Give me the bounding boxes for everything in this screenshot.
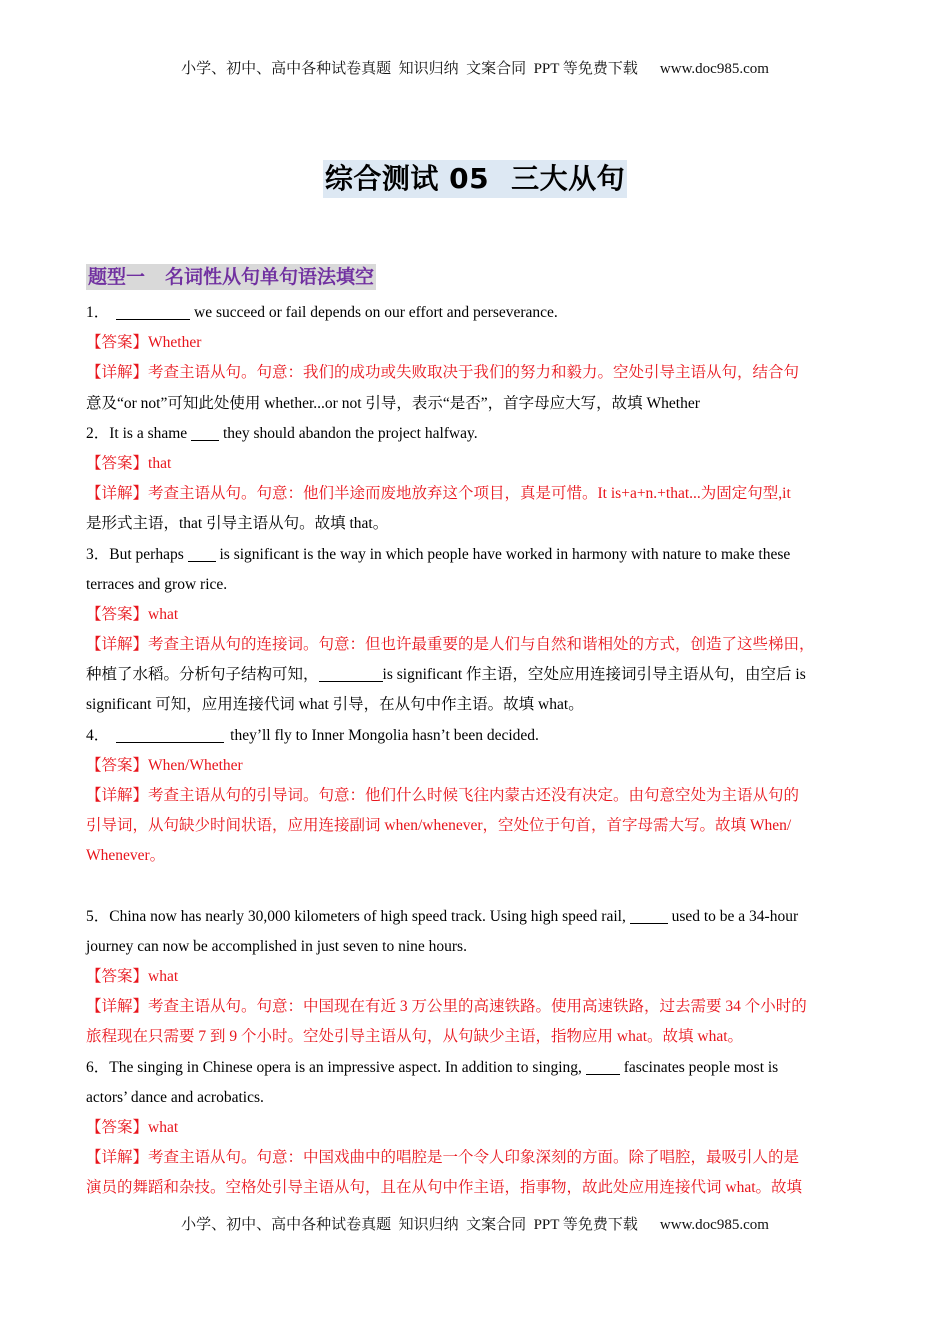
- question-number: 6．: [86, 1058, 110, 1076]
- title-container: [0, 160, 950, 198]
- answer-label: 【答案】: [86, 756, 149, 774]
- header-site: www.doc985.com: [659, 61, 769, 77]
- question-text: terraces and grow rice.: [86, 575, 228, 593]
- question-number: 2．: [86, 424, 110, 442]
- answer-value: When/Whether: [148, 756, 243, 774]
- explain-label: 【详解】: [86, 364, 149, 382]
- question-text: they should abandon the project halfway.: [219, 424, 478, 442]
- answer-2: [86, 449, 866, 479]
- answer-value: that: [148, 454, 172, 472]
- explain-4: [86, 781, 866, 811]
- footer-site: www.doc985.com: [659, 1217, 769, 1233]
- explain-text: 考查主语从句的连接词。句意：但也许最重要的是人们与自然和谐相处的方式，创造了这些梯田，: [148, 636, 815, 654]
- answer-3: [86, 600, 866, 630]
- explain-label: 【详解】: [86, 787, 149, 804]
- explain-text: 考查主语从句的引导词。句意：他们什么时候飞往内蒙古还没有决定。由句意空处为主语从句的: [148, 787, 800, 804]
- answer-blank: [188, 543, 216, 562]
- title-part2: 三大从句: [511, 162, 626, 195]
- question-5-cont: [86, 932, 866, 962]
- explain-text: Whenever。: [86, 847, 166, 865]
- explain-label: 【详解】: [86, 636, 149, 654]
- explain-label: 【详解】: [86, 998, 149, 1016]
- answer-label: 【答案】: [86, 1118, 149, 1136]
- question-text: journey can now be accomplished in just seven to nine hours.: [86, 937, 467, 955]
- explain-text: 考查主语从句。句意：我们的成功或失败取决于我们的努力和毅力。空处引导主语从句，结合句: [148, 364, 800, 382]
- question-text: we succeed or fail depends on our effort and perseverance.: [190, 304, 558, 321]
- explain-text: 考查主语从句。句意：中国戏曲中的唱腔是一个令人印象深刻的方面。除了唱腔，最吸引人的是: [148, 1149, 800, 1167]
- answer-label: 【答案】: [86, 967, 149, 985]
- answer-label: 【答案】: [86, 334, 149, 352]
- question-6-cont: [86, 1083, 866, 1113]
- explain-text: 种植了水稻。分析句子结构可知，: [86, 666, 319, 684]
- explain-text: is significant 作主语，空处应用连接词引导主语从句，由空后 is: [382, 666, 806, 684]
- answer-6: [86, 1113, 866, 1143]
- explain-5-cont: [86, 1022, 866, 1052]
- spacer: [86, 872, 866, 902]
- header-text: 小学、初中、高中各种试卷真题 知识归纳 文案合同 PPT 等免费下载: [181, 61, 638, 77]
- question-3-cont: [86, 570, 866, 600]
- answer-blank: [630, 905, 668, 924]
- explain-text: 演员的舞蹈和杂技。空格处引导主语从句，且在从句中作主语，指事物，故此处应用连接代词 what。故填: [86, 1179, 803, 1197]
- question-text: fascinates people most is: [619, 1058, 779, 1076]
- answer-value: what: [148, 967, 179, 985]
- answer-4: [86, 751, 866, 781]
- page-footer: [0, 1213, 950, 1234]
- answer-blank: [586, 1056, 620, 1075]
- explain-label: 【详解】: [86, 485, 149, 503]
- answer-label: 【答案】: [86, 605, 149, 623]
- question-text: The singing in Chinese opera is an impressive aspect. In addition to singing,: [109, 1058, 586, 1076]
- explain-6: [86, 1143, 866, 1173]
- question-text: China now has nearly 30,000 kilometers of high speed track. Using high speed rail,: [109, 907, 630, 925]
- answer-value: Whether: [148, 334, 202, 352]
- explain-5: [86, 992, 866, 1022]
- answer-blank: [191, 422, 219, 441]
- question-text: they’ll fly to Inner Mongolia hasn’t been decided.: [230, 726, 539, 744]
- explain-1-cont: [86, 389, 866, 419]
- explain-label: 【详解】: [86, 1149, 149, 1167]
- question-1: [86, 298, 866, 328]
- question-text: But perhaps: [109, 545, 188, 563]
- question-6: [86, 1053, 866, 1083]
- question-number: 3．: [86, 545, 110, 563]
- section-heading: [86, 264, 376, 290]
- question-number: 4．: [86, 726, 110, 744]
- title-part1: 综合测试 05: [324, 162, 490, 195]
- answer-blank: [319, 663, 383, 682]
- explain-4-cont2: [86, 841, 866, 871]
- explain-1: [86, 358, 866, 388]
- question-2: [86, 419, 866, 449]
- explain-text: significant 可知，应用连接代词 what 引导，在从句中作主语。故填 what。: [86, 696, 584, 714]
- explain-2-cont: [86, 509, 866, 539]
- question-3: [86, 540, 866, 570]
- footer-text: 小学、初中、高中各种试卷真题 知识归纳 文案合同 PPT 等免费下载: [181, 1217, 638, 1233]
- explain-text: 意及“or not”可知此处使用 whether...or not 引导，表示“是否”，首字母应大写，故填 Whether: [86, 394, 700, 412]
- page-header: [0, 57, 950, 78]
- page-title: [323, 160, 627, 198]
- question-4: [86, 721, 866, 751]
- question-5: [86, 902, 866, 932]
- answer-1: [86, 328, 866, 358]
- questions-body: [86, 298, 866, 1203]
- explain-text: 考查主语从句。句意：中国现在有近 3 万公里的高速铁路。使用高速铁路，过去需要 34 个小时的: [148, 998, 807, 1016]
- answer-blank: [116, 301, 190, 320]
- answer-value: what: [148, 1118, 179, 1136]
- explain-6-cont: [86, 1173, 866, 1203]
- explain-text: 是形式主语，that 引导主语从句。故填 that。: [86, 515, 389, 533]
- answer-blank: [116, 724, 224, 743]
- explain-3-cont: [86, 660, 866, 690]
- explain-text: 引导词，从句缺少时间状语，应用连接副词 when/whenever，空处位于句首，首字母需大写。故填 When/: [86, 817, 792, 835]
- question-text: actors’ dance and acrobatics.: [86, 1088, 264, 1106]
- question-text: is significant is the way in which people have worked in harmony with nature to make these: [215, 545, 791, 563]
- answer-5: [86, 962, 866, 992]
- explain-4-cont: [86, 811, 866, 841]
- answer-value: what: [148, 605, 179, 623]
- question-number: 1．: [86, 304, 110, 321]
- explain-2: [86, 479, 866, 509]
- explain-3: [86, 630, 866, 660]
- section-part2: 名词性从句单句语法填空: [165, 266, 375, 288]
- explain-text: 旅程现在只需要 7 到 9 个小时。空处引导主语从句，从句缺少主语，指物应用 what。故填 what。: [86, 1028, 744, 1046]
- answer-label: 【答案】: [86, 454, 149, 472]
- section-part1: 题型一: [88, 266, 146, 288]
- question-text: It is a shame: [109, 424, 192, 442]
- question-number: 5．: [86, 907, 110, 925]
- question-text: used to be a 34-hour: [667, 907, 799, 925]
- explain-text: 考查主语从句。句意：他们半途而废地放弃这个项目，真是可惜。It is+a+n.+that...为固定句型,it: [148, 485, 791, 503]
- explain-3-cont2: [86, 690, 866, 720]
